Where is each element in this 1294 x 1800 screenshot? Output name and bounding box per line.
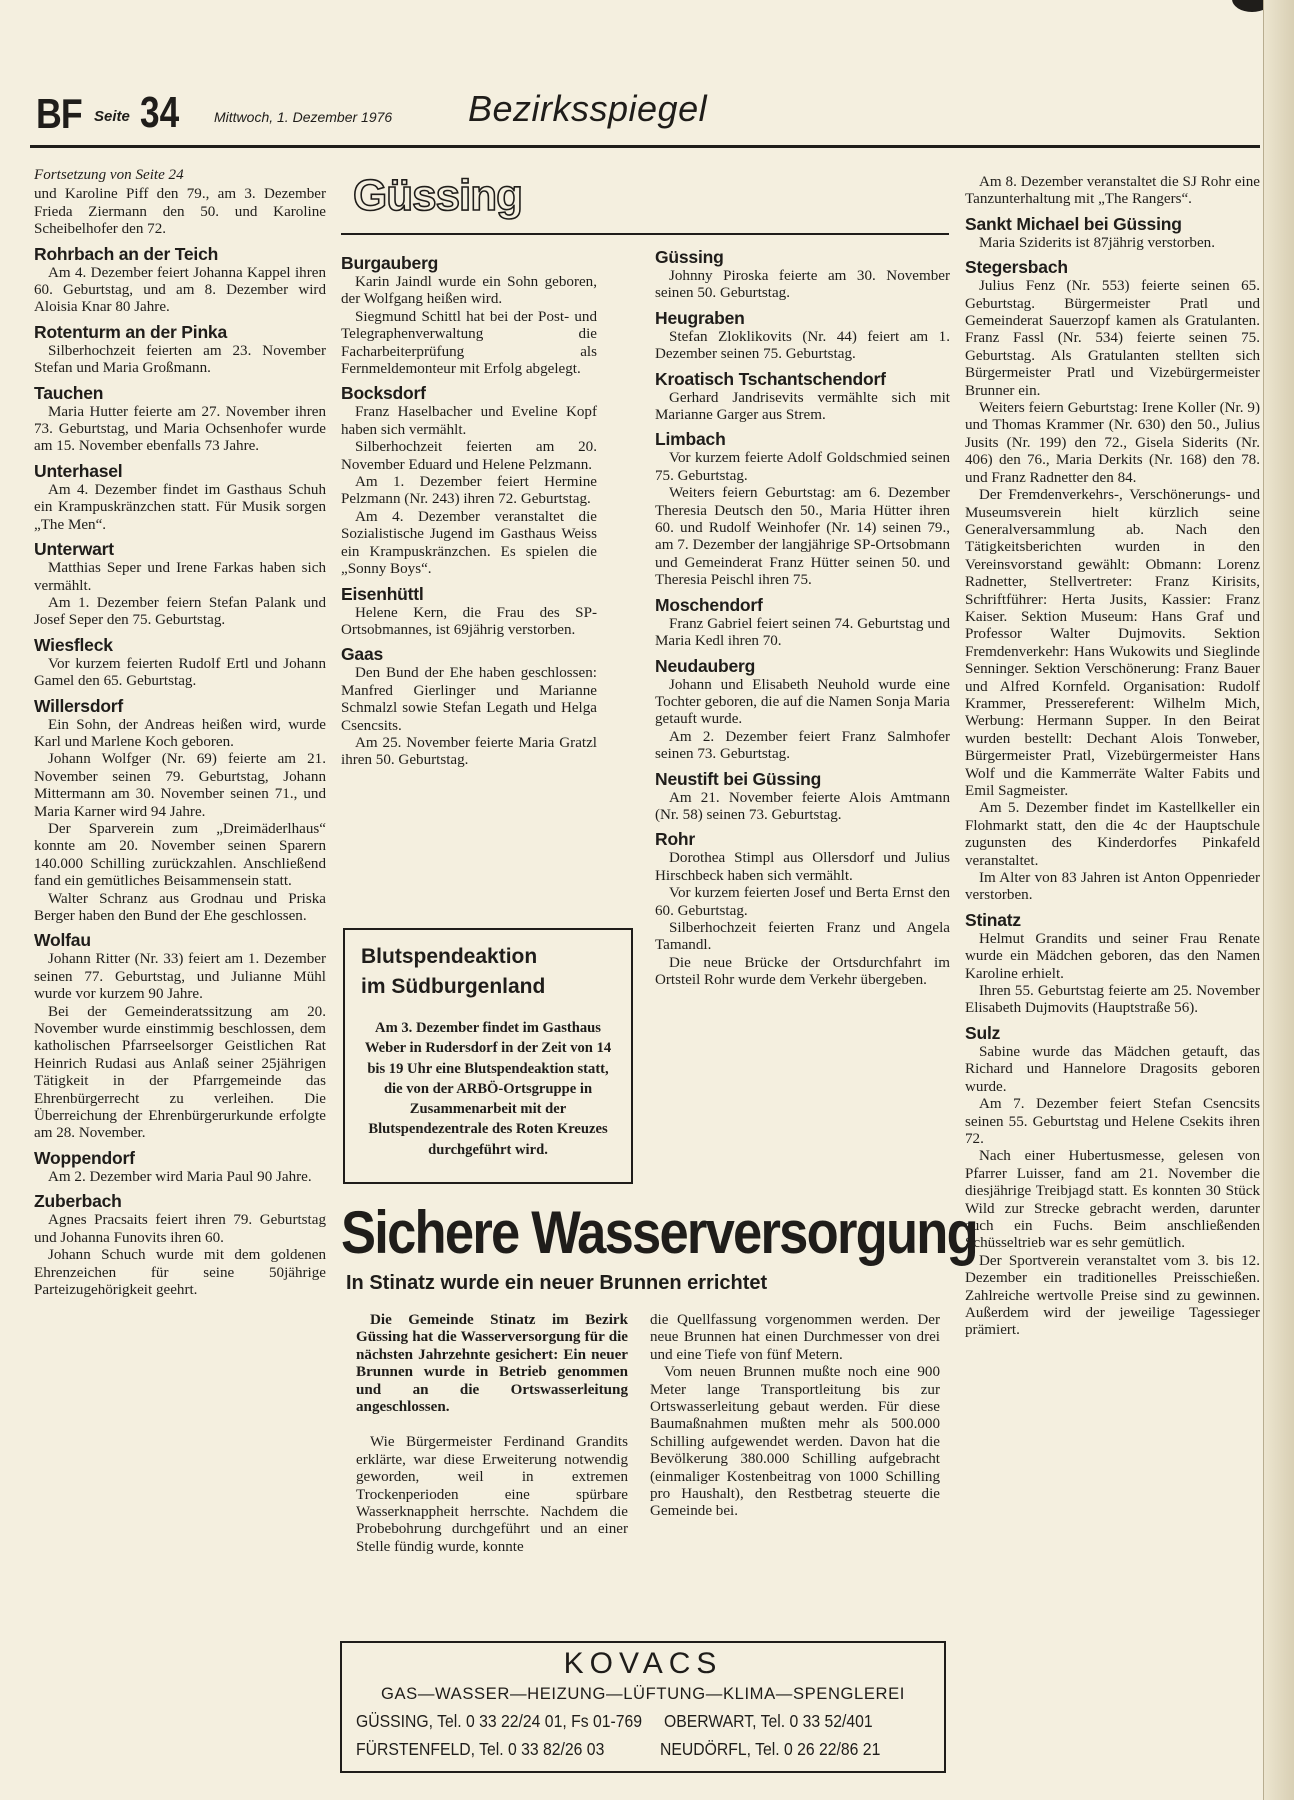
locality-heading: Rotenturm an der Pinka — [34, 321, 227, 342]
paragraph: Am 2. Dezember wird Maria Paul 90 Jahre. — [48, 1168, 312, 1185]
paragraph: Walter Schranz aus Grodnau und Priska Berger haben den Bund der Ehe geschlossen. — [34, 890, 326, 924]
locality-heading: Stinatz — [965, 909, 1021, 930]
paragraph: Helmut Grandits und seiner Frau Renate wurde ein Mädchen geboren, das den Namen Karoline erhielt. — [965, 930, 1260, 982]
page-edge — [1263, 0, 1294, 1800]
box-title-line: im Südburgenland — [361, 975, 546, 998]
paragraph: Vom neuen Brunnen mußte noch eine 900 Meter lange Transportleitung bis zur Ortswasserleitung gebaut werden. Für diese Baumaßnahmen mußten mehr als 500.000 Schilling aufgewendet werden. Davon hat die Bevölkerung 380.000 Schilling aufgebracht (einmaliger Kostenbeitrag von 1000 Schilling pro Haushalt), den Restbetrag steuerte die Gemeinde bei. — [650, 1364, 940, 1520]
paragraph: und Karoline Piff den 79., am 3. Dezember Frieda Ziermann den 50. und Karoline Scheibelhofer den 72. — [34, 186, 326, 238]
paragraph: Weiters feiern Geburtstag: am 6. Dezember Theresia Deutsch den 50., Maria Hütter ihren 60. und Rudolf Weinhofer (Nr. 14) seinen 79., am 7. Dezember der langjährige SP-Ortsobmann und Gemeinderat Franz Hütter seinen 50. und Theresia Peischl ihren 75. — [655, 485, 950, 589]
paragraph: Johann Ritter (Nr. 33) feiert am 1. Dezember seinen 77. Geburtstag, und Julianne Mühl wurde vor kurzem 90 Jahre. — [34, 951, 326, 1003]
ad-brand: KOVACS — [563, 1647, 723, 1680]
locality-heading: Sankt Michael bei Güssing — [965, 213, 1182, 234]
locality-heading: Tauchen — [34, 382, 104, 403]
paragraph: Dorothea Stimpl aus Ollersdorf und Julius Hirschbeck haben sich vermählt. — [655, 850, 950, 884]
paragraph: Am 7. Dezember feiert Stefan Csencsits seinen 55. Geburtstag und Helene Csekits ihren 72. — [965, 1096, 1260, 1147]
column-3 — [655, 247, 950, 990]
district-title: Güssing — [353, 171, 523, 220]
locality-heading: Eisenhüttl — [341, 583, 424, 604]
continuation-note: Fortsetzung von Seite 24 — [34, 167, 184, 183]
box-text: Am 3. Dezember findet im Gasthaus Weber in Rudersdorf in der Zeit von 14 bis 19 Uhr eine Blutspendeaktion statt, die von der ARBÖ-Ortsgruppe in Zusammenarbeit mit der Blutspendezentrale des Roten Kreuzes durchgeführt wird. — [364, 1020, 612, 1158]
paragraph: Am 4. Dezember feiert Johanna Kappel ihren 60. Geburtstag, und am 8. Dezember wird Aloisia Knar 80 Jahre. — [34, 264, 326, 316]
locality-heading: Moschendorf — [655, 594, 763, 615]
locality-heading: Zuberbach — [34, 1191, 122, 1212]
paragraph: Silberhochzeit feierten am 23. November Stefan und Maria Großmann. — [34, 342, 326, 377]
ad-contact: OBERWART, Tel. 0 33 52/401 — [664, 1711, 873, 1731]
paragraph: Stefan Zloklikovits (Nr. 44) feiert am 1. Dezember seinen 75. Geburtstag. — [655, 328, 950, 363]
locality-heading: Sulz — [965, 1022, 1001, 1043]
locality-heading: Unterwart — [34, 539, 114, 560]
paragraph: Vor kurzem feierte Adolf Goldschmied seinen 75. Geburtstag. — [655, 450, 950, 484]
paragraph: Am 4. Dezember findet im Gasthaus Schuh ein Krampuskränzchen statt. Für Musik sorgen „The Men“. — [34, 481, 326, 533]
locality-heading: Limbach — [655, 429, 726, 450]
paragraph: Bei der Gemeinderatssitzung am 20. November wurde einstimmig beschlossen, dem katholischen Pfarrseelsorger Geistlichen Rat Heinrich Rudasi aus Anlaß seiner 25jährigen Tätigkeit in der Pfarrgemeinde das Ehrenbürgerrecht zu verleihen. Die Überreichung der Ehrenbürgerurkunde erfolgte am 28. November. — [34, 1003, 326, 1142]
paragraph: Den Bund der Ehe haben geschlossen: Manfred Gierlinger und Marianne Schmalzl sowie Stefan Legath und Helga Csencsits. — [341, 665, 597, 734]
ad-contact: FÜRSTENFELD, Tel. 0 33 82/26 03 — [356, 1739, 605, 1759]
ad-contact: NEUDÖRFL, Tel. 0 26 22/86 21 — [660, 1739, 881, 1759]
column-2 — [341, 253, 597, 770]
locality-heading: Burgauberg — [341, 253, 439, 273]
kovacs-advertisement — [340, 1641, 946, 1773]
paragraph: Wie Bürgermeister Ferdinand Grandits erklärte, war diese Erweiterung notwendig geworden, weil in extremen Trockenperioden eine spürbare Wasserknappheit herrschte. Nachdem die Probebohrung durchgeführt und an einer Stelle fündig wurde, konnte — [356, 1434, 628, 1555]
locality-heading: Unterhasel — [34, 460, 123, 481]
paragraph: Siegmund Schittl hat bei der Post- und Telegraphenverwaltung die Facharbeiterprüfung als Fernmeldemonteur mit Erfolg abgelegt. — [341, 308, 597, 378]
paragraph: Am 25. November feierte Maria Gratzl ihren 50. Geburtstag. — [341, 734, 597, 769]
district-rule — [341, 233, 949, 235]
paragraph: Am 5. Dezember findet im Kastellkeller ein Flohmarkt statt, den die 4c der Hauptschule zugunsten des Kinderdorfes Pinkafeld veranstaltet. — [965, 800, 1260, 869]
paragraph: Der Fremdenverkehrs-, Verschönerungs- und Museumsverein hielt kürzlich seine Generalversammlung ab. Nach den Tätigkeitsberichten wurden in den Vereinsvorstand gewählt: Obmann: Lorenz Radnetter, Stellvertreter: Franz Kirisits, Schriftführer: Herta Jusits, Kassier: Franz Kaiser. Sektion Museum: Hans Graf und Professor Walter Dujmovits. Sektion Fremdenverkehr: Hans Wukowits und Sieglinde Senninger. Sektion Verschönerung: Franz Bauer und Alfred Kornfeld. Organisation: Rudolf Krammer, Pressereferent: Wilhelm Mich, Werbung: Hermann Supper. In den Beirat wurden bestellt: Dechant Alois Tonweber, Bürgermeister Pratl, Vizebürgermeister Hans Wolf und die Kammerräte Walter Fabits und Emil Sagmeister. — [965, 487, 1260, 799]
paragraph: Nach einer Hubertusmesse, gelesen von Pfarrer Luisser, fand am 21. November die diesjährige Treibjagd statt. Es konnten 30 Stück Wild zur Strecke gebracht werden, darunter auch ein Fuchs. Beim anschließenden Schüsseltrieb war es sehr gemütlich. — [965, 1148, 1260, 1252]
paragraph: Franz Haselbacher und Eveline Kopf haben sich vermählt. — [341, 404, 597, 438]
paragraph: Agnes Pracsaits feiert ihren 79. Geburtstag und Johanna Funovits ihren 60. — [34, 1212, 326, 1246]
article-headline: Sichere Wasserversorgung — [341, 1199, 977, 1266]
masthead-rule — [30, 145, 1260, 148]
locality-heading: Stegersbach — [965, 257, 1068, 278]
locality-heading: Wolfau — [34, 930, 91, 951]
locality-heading: Heugraben — [655, 307, 745, 328]
paragraph: Am 2. Dezember feiert Franz Salmhofer seinen 73. Geburtstag. — [655, 728, 950, 763]
paragraph: Johann und Elisabeth Neuhold wurde eine Tochter geboren, die auf die Namen Sonja Maria getauft wurde. — [655, 676, 950, 728]
paragraph: Gerhard Jandrisevits vermählte sich mit Marianne Garger aus Strem. — [655, 389, 950, 424]
paragraph: Matthias Seper und Irene Farkas haben sich vermählt. — [34, 560, 326, 594]
paragraph: Vor kurzem feierten Rudolf Ertl und Johann Gamel den 65. Geburtstag. — [34, 655, 326, 690]
paragraph: Am 8. Dezember veranstaltet die SJ Rohr eine Tanzunterhaltung mit „The Rangers“. — [965, 174, 1260, 208]
masthead — [36, 88, 1262, 148]
paragraph: Silberhochzeit feierten Franz und Angela Tamandl. — [655, 919, 950, 954]
paragraph: Ihren 55. Geburtstag feierte am 25. November Elisabeth Dujmovits (Hauptstraße 56). — [965, 983, 1260, 1017]
column-4 — [965, 174, 1260, 1340]
locality-heading: Willersdorf — [34, 695, 124, 716]
paragraph: Johnny Piroska feierte am 30. November seinen 50. Geburtstag. — [655, 268, 950, 302]
box-title-line: Blutspendeaktion — [361, 945, 538, 968]
paragraph: Helene Kern, die Frau des SP-Ortsobmannes, ist 69jährig verstorben. — [341, 604, 597, 638]
locality-heading: Woppendorf — [34, 1147, 135, 1168]
locality-heading: Rohrbach an der Teich — [34, 243, 219, 264]
masthead-seite-label: Seite — [94, 108, 130, 125]
paragraph: Der Sparverein zum „Dreimäderlhaus“ konnte am 20. November seinen Sparern 140.000 Schilling zurückzahlen. Anschließend fand ein gemütliches Beisammensein statt. — [34, 820, 326, 890]
paragraph: Vor kurzem feierten Josef und Berta Ernst den 60. Geburtstag. — [655, 885, 950, 919]
locality-heading: Gaas — [341, 644, 384, 665]
box-title — [361, 942, 631, 1002]
paragraph: Sabine wurde das Mädchen getauft, das Richard und Hannelore Dragosits geboren wurde. — [965, 1043, 1260, 1095]
paragraph: Am 1. Dezember feiert Hermine Pelzmann (Nr. 243) ihren 72. Geburtstag. — [341, 474, 597, 508]
locality-heading: Bocksdorf — [341, 383, 426, 404]
article-lead: Die Gemeinde Stinatz im Bezirk Güssing hat die Wasserversorgung für die nächsten Jahrzehnte gesichert: Ein neuer Brunnen wurde in Betrieb genommen und an die Ortswasserleitung angeschlossen. — [356, 1312, 628, 1416]
paragraph: Julius Fenz (Nr. 553) feierte seinen 65. Geburtstag. Bürgermeister Pratl und Gemeinderat Sauerzopf kamen als Gratulanten. Franz Fassl (Nr. 534) feierte seinen 75. Geburtstag. Als Gratulanten stellten sich Bürgermeister Pratl und Vizebürgermeister Brunner ein. — [965, 278, 1260, 399]
locality-heading: Kroatisch Tschantschendorf — [655, 368, 886, 389]
paragraph: Maria Hutter feierte am 27. November ihren 73. Geburtstag, und Maria Ochsenhofer wurde am 15. November ebenfalls 73 Jahre. — [34, 403, 326, 455]
locality-heading: Rohr — [655, 829, 696, 850]
blood-donation-box — [343, 928, 633, 1184]
locality-heading: Neudauberg — [655, 655, 756, 676]
paragraph: Maria Sziderits ist 87jährig verstorben. — [979, 234, 1215, 251]
paragraph: die Quellfassung vorgenommen werden. Der neue Brunnen hat einen Durchmesser von drei und eine Tiefe von fünf Metern. — [650, 1312, 940, 1363]
paragraph: Die neue Brücke der Ortsdurchfahrt im Ortsteil Rohr wurde dem Verkehr übergeben. — [655, 954, 950, 989]
locality-heading: Neustift bei Güssing — [655, 768, 822, 789]
article-subhead: In Stinatz wurde ein neuer Brunnen errichtet — [346, 1272, 768, 1294]
ad-trades: GAS—WASSER—HEIZUNG—LÜFTUNG—KLIMA—SPENGLEREI — [381, 1684, 905, 1703]
paragraph: Weiters feiern Geburtstag: Irene Koller (Nr. 9) und Thomas Krammer (Nr. 630) den 50., Julius Jusits (Nr. 199) den 72., Gisela Siderits (Nr. 406) den 76., Maria Derkits (Nr. 168) den 78. und Franz Radnetter den 84. — [965, 400, 1260, 486]
paragraph: Johann Schuch wurde mit dem goldenen Ehrenzeichen für seine 50jährige Parteizugehörigkeit geehrt. — [34, 1247, 326, 1298]
article-column-1 — [356, 1312, 628, 1556]
issue-date: Mittwoch, 1. Dezember 1976 — [214, 109, 393, 125]
locality-heading: Wiesfleck — [34, 634, 113, 655]
paragraph: Am 4. Dezember veranstaltet die Sozialistische Jugend im Gasthaus Weiss ein Krampuskränzchen. Es spielen die „Sonny Boys“. — [341, 508, 597, 578]
paragraph: Johann Wolfger (Nr. 69) feierte am 21. November seinen 79. Geburtstag, Johann Mittermann am 30. November seinen 71., und Maria Karner wird 94 Jahre. — [34, 751, 326, 820]
page-number: 34 — [140, 88, 180, 137]
section-title: Bezirksspiegel — [468, 88, 708, 129]
locality-heading: Güssing — [655, 247, 724, 267]
paragraph: Silberhochzeit feierten am 20. November Eduard und Helene Pelzmann. — [341, 439, 597, 473]
paragraph: Am 1. Dezember feiern Stefan Palank und Josef Seper den 75. Geburtstag. — [34, 594, 326, 629]
article-column-2 — [650, 1312, 940, 1521]
paragraph: Im Alter von 83 Jahren ist Anton Oppenrieder verstorben. — [965, 870, 1260, 904]
paragraph: Ein Sohn, der Andreas heißen wird, wurde Karl und Marlene Koch geboren. — [34, 716, 326, 750]
paragraph: Der Sportverein veranstaltet vom 3. bis 12. Dezember ein traditionelles Preisschießen. Zahlreiche wertvolle Preise sind zu gewinnen. Außerdem wird der jeweilige Tagessieger prämiert. — [965, 1252, 1260, 1339]
column-1 — [34, 167, 326, 1299]
paragraph: Franz Gabriel feiert seinen 74. Geburtstag und Maria Kedl ihren 70. — [655, 615, 950, 650]
masthead-logo: BF — [36, 90, 82, 137]
ad-contact: GÜSSING, Tel. 0 33 22/24 01, Fs 01-769 — [356, 1711, 643, 1731]
paragraph: Am 21. November feierte Alois Amtmann (Nr. 58) seinen 73. Geburtstag. — [655, 789, 950, 823]
paragraph: Karin Jaindl wurde ein Sohn geboren, der Wolfgang heißen wird. — [341, 274, 597, 308]
